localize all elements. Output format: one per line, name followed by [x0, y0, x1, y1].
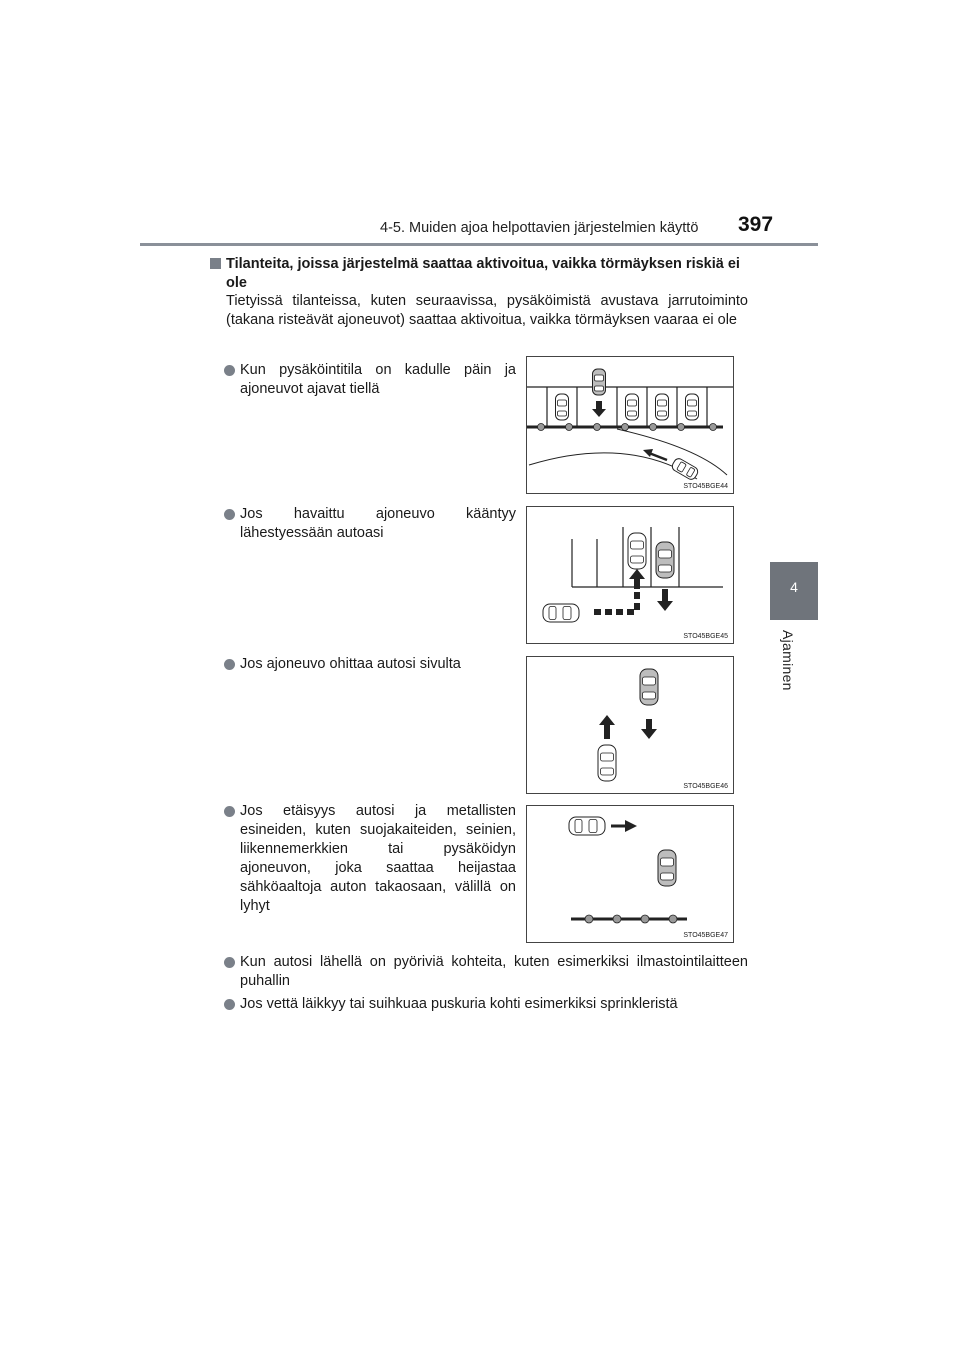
figure-code: STO45BGE47: [683, 932, 728, 939]
list-item-text: Kun pysäköintitila on kadulle päin ja ajoneuvot ajavat tiellä: [240, 362, 516, 397]
bullet-icon: [224, 659, 235, 670]
section-intro: Tietyissä tilanteissa, kuten seuraavissa, pysäköimistä avustava jarrutoiminto (takana risteävät ajoneuvot) saattaa aktivoitua, vaikka törmäyksen vaaraa ei ole: [226, 293, 748, 328]
list-item: [224, 361, 516, 399]
header-rule: [140, 243, 818, 246]
bullet-icon: [224, 806, 235, 817]
list-item: [224, 802, 516, 916]
list-item-text: Kun autosi lähellä on pyöriviä kohteita, kuten esimerkiksi ilmastointilaitteen puhallin: [240, 954, 748, 989]
heading-square-icon: [210, 258, 221, 269]
bullet-icon: [224, 365, 235, 376]
list-item-text: Jos havaittu ajoneuvo kääntyy lähestyessään autoasi: [240, 506, 516, 541]
list-item: [224, 505, 516, 543]
street-parking-illustration: [527, 357, 733, 493]
figure-metal-objects: [526, 805, 734, 943]
figure-code: STO45BGE45: [683, 633, 728, 640]
figure-street-parking: [526, 356, 734, 494]
list-item-text: Jos etäisyys autosi ja metallisten esineiden, kuten suojakaiteiden, seinien, liikennemerkkien tai pysäköidyn ajoneuvon, joka saattaa heijastaa sähköaaltoja auton takaosaan, välillä on lyhyt: [240, 803, 516, 914]
page-number: 397: [738, 213, 774, 236]
chapter-label: Ajaminen: [780, 630, 796, 691]
header-title: 4-5. Muiden ajoa helpottavien järjestelmien käyttö: [380, 220, 699, 236]
section-heading-text: Tilanteita, joissa järjestelmä saattaa aktivoitua, vaikka törmäyksen riskiä ei ole: [226, 256, 740, 291]
passing-vehicle-illustration: [527, 657, 733, 793]
figure-passing-vehicle: [526, 656, 734, 794]
figure-code: STO45BGE46: [683, 783, 728, 790]
figure-code: STO45BGE44: [683, 483, 728, 490]
bullet-icon: [224, 957, 235, 968]
metal-objects-illustration: [527, 806, 733, 942]
figure-turning-vehicle: [526, 506, 734, 644]
chapter-tab: [770, 562, 818, 620]
list-item: [224, 953, 748, 991]
list-item: [224, 655, 516, 674]
bullet-icon: [224, 509, 235, 520]
list-item-text: Jos vettä läikkyy tai suihkuaa puskuria kohti esimerkiksi sprinkleristä: [240, 996, 678, 1012]
list-item: [224, 995, 748, 1014]
section-heading: [210, 255, 748, 293]
chapter-number: 4: [790, 579, 798, 595]
bullet-icon: [224, 999, 235, 1010]
turning-vehicle-illustration: [527, 507, 733, 643]
list-item-text: Jos ajoneuvo ohittaa autosi sivulta: [240, 656, 461, 672]
